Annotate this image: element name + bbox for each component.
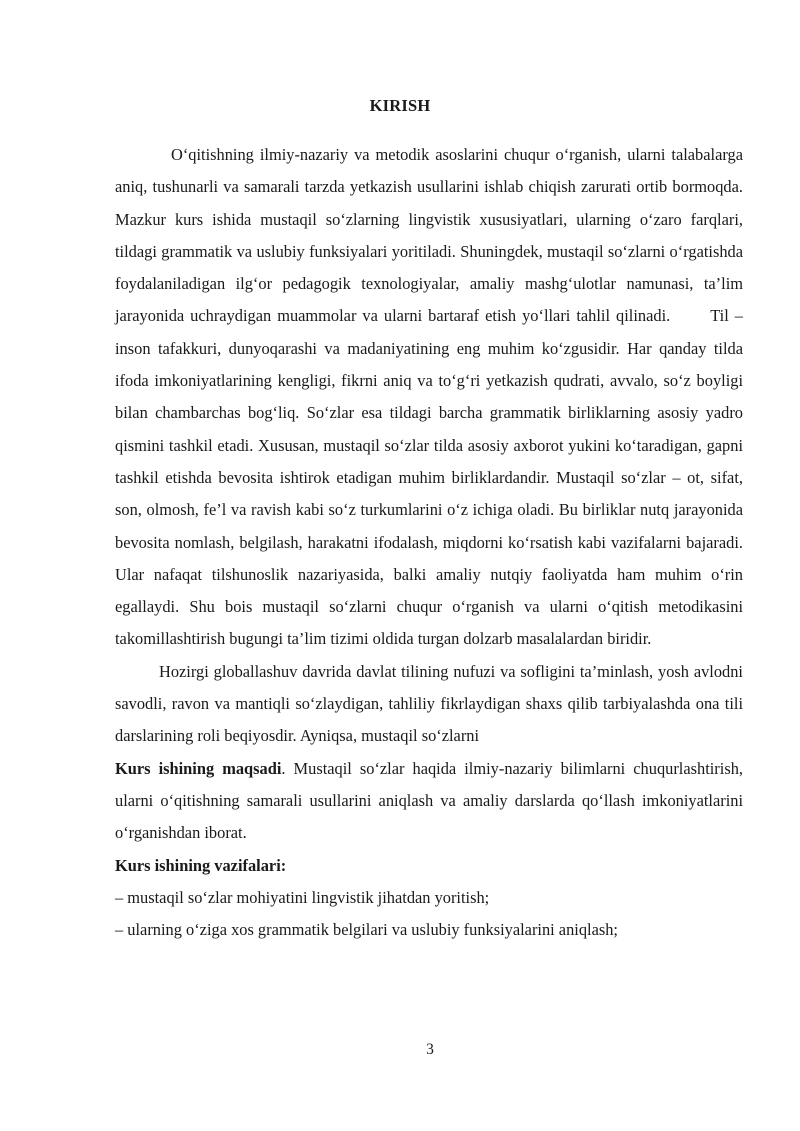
page-title: KIRISH <box>369 96 431 115</box>
page-number: 3 <box>426 1041 434 1058</box>
intro-text: O‘qitishning ilmiy-nazariy va metodik asoslarini chuqur o‘rganish, ularni talabalarga aniq, tushunarli va samarali tarzda yetkazish usullarini ishlab chiqish zarurati ortib bormoqda. Mazkur kurs ishida mustaqil so‘zlarning lingvistik xususiyatlari, ularning o‘zaro farqlari, tildagi grammatik va uslubiy funksiyalari yoritiladi. Shuningdek, mustaqil so‘zlarni o‘rgatishda foydalaniladigan ilg‘or pedagogik texnologiyalar, amaliy mashg‘ulotlar namunasi, ta’lim jarayonida uchraydigan muammolar va ularni bartaraf etish yo‘llari tahlil qilinadi. <box>115 145 743 326</box>
document-body <box>115 139 743 946</box>
tasks-heading: Kurs ishining vazifalari: <box>115 855 287 875</box>
intro-text-continued: Til – inson tafakkuri, dunyoqarashi va madaniyatining eng muhim ko‘zgusidir. Har qanday tilda ifoda imkoniyatlarining kengligi, fikrni aniq va to‘g‘ri yetkazish qudrati, avvalo, so‘z boyligi bilan chambarchas bog‘liq. So‘zlar esa tildagi barcha grammatik birliklarning asosiy yadro qismini tashkil etadi. Xususan, mustaqil so‘zlar tilda asosiy axborot yukini ko‘taradigan, gapni tashkil etishda bevosita ishtirok etadigan muhim birliklardandir. Mustaqil so‘zlar – ot, sifat, son, olmosh, fe’l va ravish kabi so‘z turkumlarini o‘z ichiga oladi. Bu birliklar nutq jarayonida bevosita nomlash, belgilash, harakatni ifodalash, miqdorni ko‘rsatish kabi vazifalarni bajaradi. Ular nafaqat tilshunoslik nazariyasida, balki amaliy nutqiy faoliyatda ham muhim o‘rin egallaydi. Shu bois mustaqil so‘zlarni chuqur o‘rganish va ularni o‘qitish metodikasini takomillashtirish bugungi ta’lim tizimi oldida turgan dolzarb masalalardan biridir. <box>115 306 743 649</box>
goal-heading: Kurs ishining maqsadi <box>115 758 282 778</box>
list-item: – ularning o‘ziga xos grammatik belgilari va uslubiy funksiyalarini aniqlash; <box>115 920 618 940</box>
intro-paragraph <box>115 139 743 656</box>
list-item: – mustaqil so‘zlar mohiyatini lingvistik jihatdan yoritish; <box>115 887 490 907</box>
goal-text: . Mustaqil so‘zlar haqida ilmiy-nazariy bilimlarni chuqurlashtirish, ularni o‘qitishning samarali usullarini aniqlash va amaliy darslarda qo‘llash imkoniyatlarini o‘rganishdan iborat. <box>115 758 743 843</box>
globalization-paragraph: Hozirgi globallashuv davrida davlat tilining nufuzi va sofligini ta’minlash, yosh avlodni savodli, ravon va mantiqli so‘zlaydigan, tahliliy fikrlaydigan shaxs qilib tarbiyalashda ona tili darslarining roli beqiyosdir. Ayniqsa, mustaqil so‘zlarni <box>115 661 743 746</box>
goal-paragraph <box>115 753 743 850</box>
